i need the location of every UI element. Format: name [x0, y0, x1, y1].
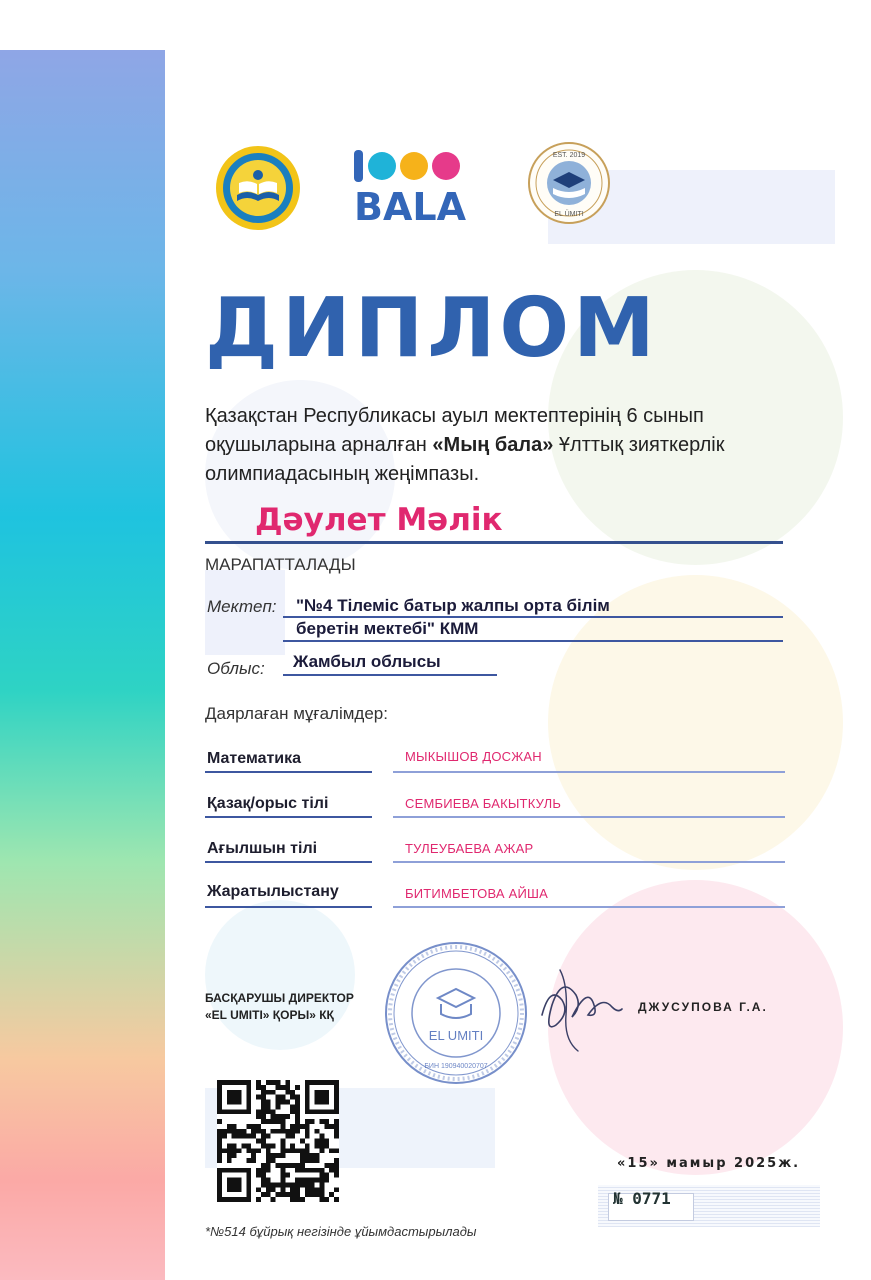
subject-underline	[205, 771, 372, 773]
teachers-heading: Даярлаған мұғалімдер:	[205, 704, 388, 723]
teacher-underline	[393, 861, 785, 863]
teacher-underline	[393, 816, 785, 818]
teacher-name: БИТИМБЕТОВА АЙША	[405, 886, 548, 901]
olympiad-name: «Мың бала»	[432, 434, 554, 456]
awarded-label: МАРАПАТТАЛАДЫ	[205, 555, 356, 574]
ministry-emblem-icon	[213, 145, 303, 231]
subject-label: Математика	[207, 750, 302, 767]
signature-image	[532, 955, 627, 1055]
winner-underline	[205, 541, 783, 544]
logo-el-umiti-text: EL ÜMITI	[554, 211, 584, 218]
region-underline	[283, 674, 497, 676]
director-title	[205, 990, 354, 1024]
teacher-underline	[393, 771, 785, 773]
subject-label: Жаратылыстану	[207, 883, 339, 900]
description-line	[205, 431, 775, 460]
description-line: олимпиадасының жеңімпазы.	[205, 463, 480, 485]
logo-est-text: EST. 2019	[552, 152, 586, 159]
signer-name: ДЖУСУПОВА Г.А.	[638, 1000, 768, 1014]
el-umiti-logo	[527, 140, 611, 226]
diploma-number: № 0771	[613, 1189, 671, 1208]
teacher-name: МЫКЫШОВ ДОСЖАН	[405, 749, 542, 764]
school-underline	[283, 640, 783, 642]
description-text: Ұлттық зияткерлік	[553, 434, 725, 456]
footnote: *№514 бұйрық негізінде ұйымдастырылады	[205, 1224, 477, 1239]
subject-underline	[205, 816, 372, 818]
decor-circle	[205, 900, 355, 1050]
subject-underline	[205, 906, 372, 908]
stamp-seal	[383, 940, 529, 1086]
winner-name: Дәулет Мәлік	[255, 502, 503, 538]
seal-bin-text: БИН 190940020707	[424, 1063, 488, 1070]
qr-code-icon	[217, 1080, 339, 1202]
diploma-number-box	[598, 1185, 820, 1227]
subject-label: Қазақ/орыс тілі	[207, 795, 329, 812]
director-line: БАСҚАРУШЫ ДИРЕКТОР	[205, 991, 354, 1005]
teacher-name: СЕМБИЕВА БАКЫТКУЛЬ	[405, 796, 562, 811]
director-line: «EL UMITI» ҚОРЫ» КҚ	[205, 1008, 334, 1022]
subject-underline	[205, 861, 372, 863]
school-name-line1: "№4 Тілеміс батыр жалпы орта білім	[296, 596, 610, 615]
logo-bala-text: BALA	[354, 185, 466, 226]
teacher-name: ТУЛЕУБАЕВА АЖАР	[405, 841, 534, 856]
diploma-title: ДИПЛОМ	[205, 281, 659, 376]
school-underline	[283, 616, 783, 618]
diploma-description	[205, 402, 775, 489]
school-name-line2: беретін мектебі" КММ	[296, 619, 479, 638]
seal-center-text: EL UMITI	[428, 1028, 484, 1043]
decor-circle	[548, 575, 843, 870]
region-label: Облыс:	[207, 659, 265, 678]
1000-bala-logo	[352, 146, 476, 226]
teacher-underline	[393, 906, 785, 908]
school-label: Мектеп:	[207, 597, 277, 616]
region-value: Жамбыл облысы	[293, 652, 441, 671]
description-line: Қазақстан Республикасы ауыл мектептерінің 6 сынып	[205, 405, 704, 427]
gradient-stripe	[0, 50, 165, 1280]
subject-label: Ағылшын тілі	[207, 840, 318, 857]
description-text: оқушыларына арналған	[205, 434, 433, 456]
issue-date: «15» мамыр 2025ж.	[617, 1156, 801, 1171]
